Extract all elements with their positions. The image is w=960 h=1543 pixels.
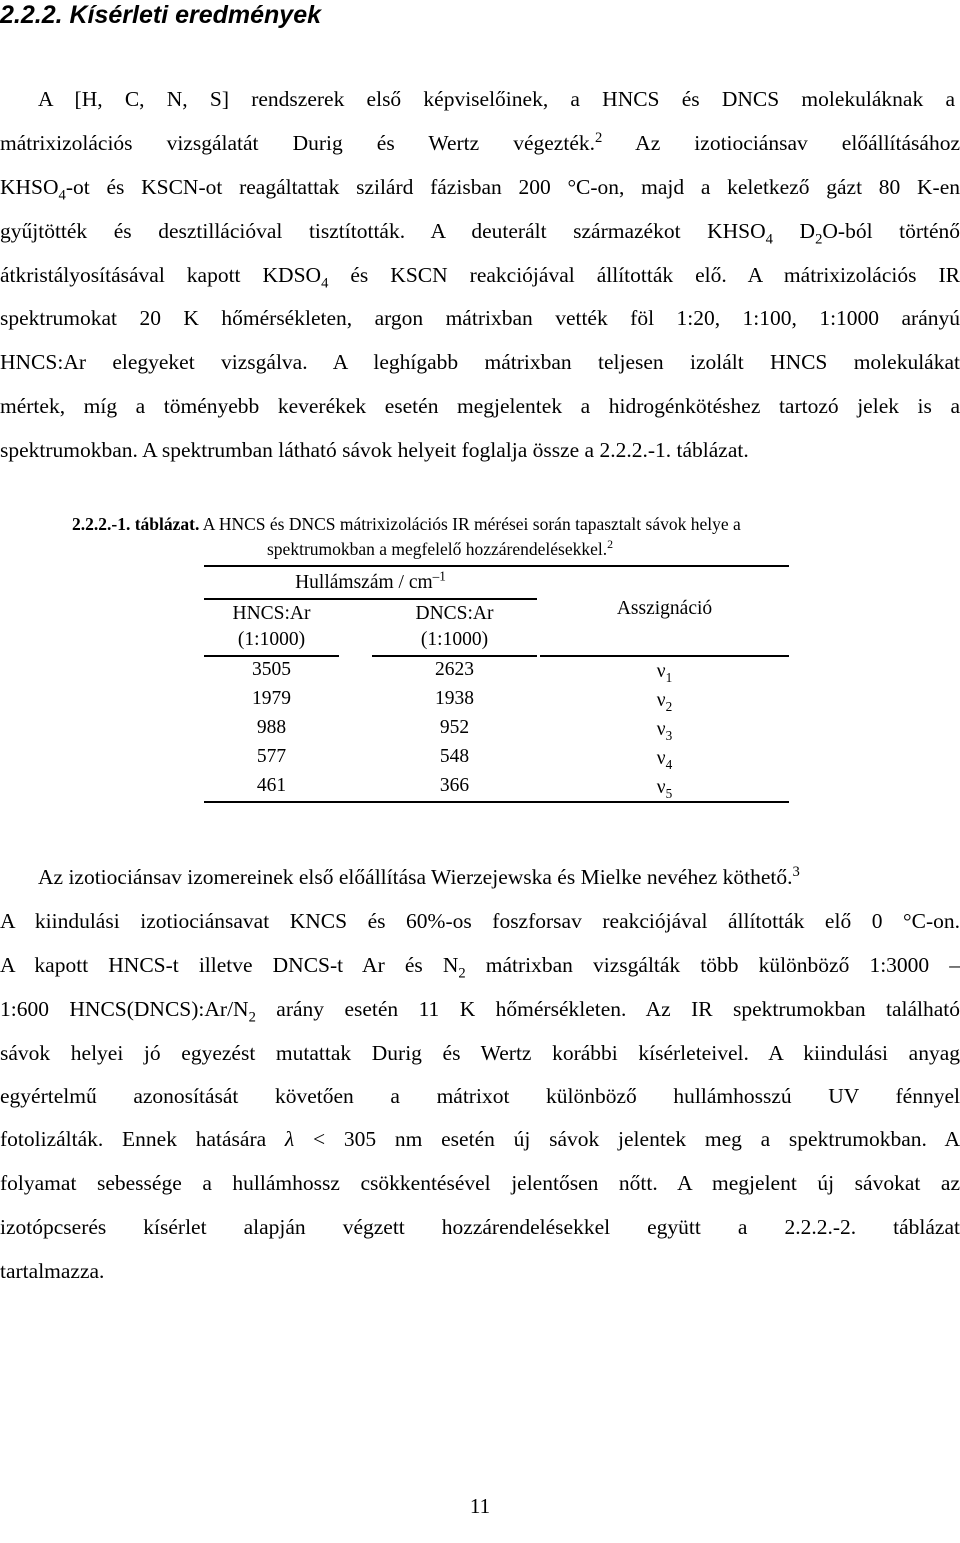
table-label: 2.2.2.-1. táblázat.	[72, 514, 200, 534]
cell-assignment: $\nu_4$	[656, 748, 673, 772]
text-line: spektrumokat 20 K hőmérsékleten, argon mátrixban vették föl 1:20, 1:100, 1:1000 arányú	[0, 306, 960, 330]
text-line: spektrumokban. A spektrumban látható sávok helyeit foglalja össze a 2.2.2.-1. táblázat.	[0, 438, 749, 462]
reference-marker: 2	[607, 537, 614, 552]
text-line: 1:600 $HNCS(DNCS):Ar/N_2$ arány esetén 11 K hőmérsékleten. Az IR spektrumokban található	[0, 997, 960, 1026]
cell-dncs: 548	[439, 746, 470, 767]
page-number: 11	[469, 1494, 491, 1518]
table-bottom-rule	[204, 801, 789, 803]
column-header-hncs: HNCS:Ar (1:1000)	[232, 603, 311, 650]
cell-dncs: 952	[439, 717, 470, 738]
column-header-assignment: Asszignáció	[616, 598, 713, 619]
cell-assignment: $\nu_2$	[656, 690, 673, 714]
text-line: tartalmazza.	[0, 1259, 105, 1283]
text-line: átkristályosításával kapott $KDSO_4$ és KSCN reakciójával állították elő. A mátrixizolációs IR	[0, 263, 960, 292]
cell-hncs: 3505	[252, 659, 291, 680]
cell-dncs: 366	[439, 775, 470, 796]
text-line: $KHSO_4-ot$ és KSCN-ot reagáltattak szilárd fázisban 200 °C-on, majd a keletkező gázt 80 K-en	[0, 175, 960, 204]
reference-marker: 2	[595, 129, 603, 146]
cell-assignment: $\nu_1$	[656, 661, 673, 685]
text-line: HNCS:Ar elegyeket vizsgálva. A leghígabb mátrixban teljesen izolált HNCS molekulákat	[0, 350, 960, 374]
text-line: Az izotiociánsav izomereinek első előállítása Wierzejewska és Mielke nevéhez köthető.$^3$	[38, 863, 800, 889]
text-line: A [H, C, N, S] rendszerek első képviselőinek, a HNCS és DNCS molekuláknak a	[38, 87, 955, 111]
cell-assignment: $\nu_3$	[656, 719, 673, 743]
text-line: egyértelmű azonosítását követően a mátrixot különböző hullámhosszú UV fénnyel	[0, 1084, 960, 1108]
table-group-header: Hullámszám / $cm^{-1}$	[295, 568, 446, 593]
text-line: A kapott HNCS-t illetve DNCS-t Ar és $N_2$ mátrixban vizsgálták több különböző 1:3000 –	[0, 953, 960, 982]
text-line: fotolizálták. Ennek hatására λ < 305 nm esetén új sávok jelentek meg a spektrumokban. A	[0, 1127, 960, 1151]
table-caption: 2.2.2.-1. táblázat. A HNCS és DNCS mátrixizolációs IR mérései során tapasztalt sávok helye a	[72, 514, 741, 534]
table-group-rule	[204, 598, 537, 600]
text-line: A kiindulási izotiociánsavat KNCS és 60%-os foszforsav reakciójával állították elő 0 °C-on.	[0, 909, 960, 933]
text-line: mértek, míg a töményebb keverékek esetén megjelentek a hidrogénkötéshez tartozó jelek is a	[0, 394, 960, 418]
text-line: folyamat sebessége a hullámhossz csökkentésével jelentősen nőtt. A megjelent új sávokat az	[0, 1171, 960, 1195]
table-top-rule	[204, 565, 789, 567]
text-line: sávok helyei jó egyezést mutattak Durig és Wertz korábbi kísérleteivel. A kiindulási anyag	[0, 1041, 960, 1065]
cell-hncs: 577	[256, 746, 287, 767]
column-header-dncs: DNCS:Ar (1:1000)	[415, 603, 494, 650]
text-line: mátrixizolációs vizsgálatát Durig és Wertz végezték.$^2$ Az izotiociánsav előállításához	[0, 129, 960, 155]
reference-marker: 3	[792, 863, 800, 880]
cell-hncs: 461	[256, 775, 287, 796]
cell-dncs: 2623	[435, 659, 474, 680]
text-line: izotópcserés kísérlet alapján végzett hozzárendelésekkel együtt a 2.2.2.-2. táblázat	[0, 1215, 960, 1239]
cell-hncs: 1979	[252, 688, 291, 709]
cell-assignment: $\nu_5$	[656, 777, 673, 801]
text-line: gyűjtötték és desztillációval tisztították. A deuterált származékot $KHSO_4$ $D_2O$-ból történő	[0, 219, 960, 248]
table-caption-line2: spektrumokban a megfelelő hozzárendelésekkel.$^2$	[267, 537, 614, 559]
cell-dncs: 1938	[435, 688, 474, 709]
section-heading: 2.2.2. Kísérleti eredmények	[0, 1, 322, 29]
column-rule	[540, 655, 789, 657]
cell-hncs: 988	[256, 717, 287, 738]
